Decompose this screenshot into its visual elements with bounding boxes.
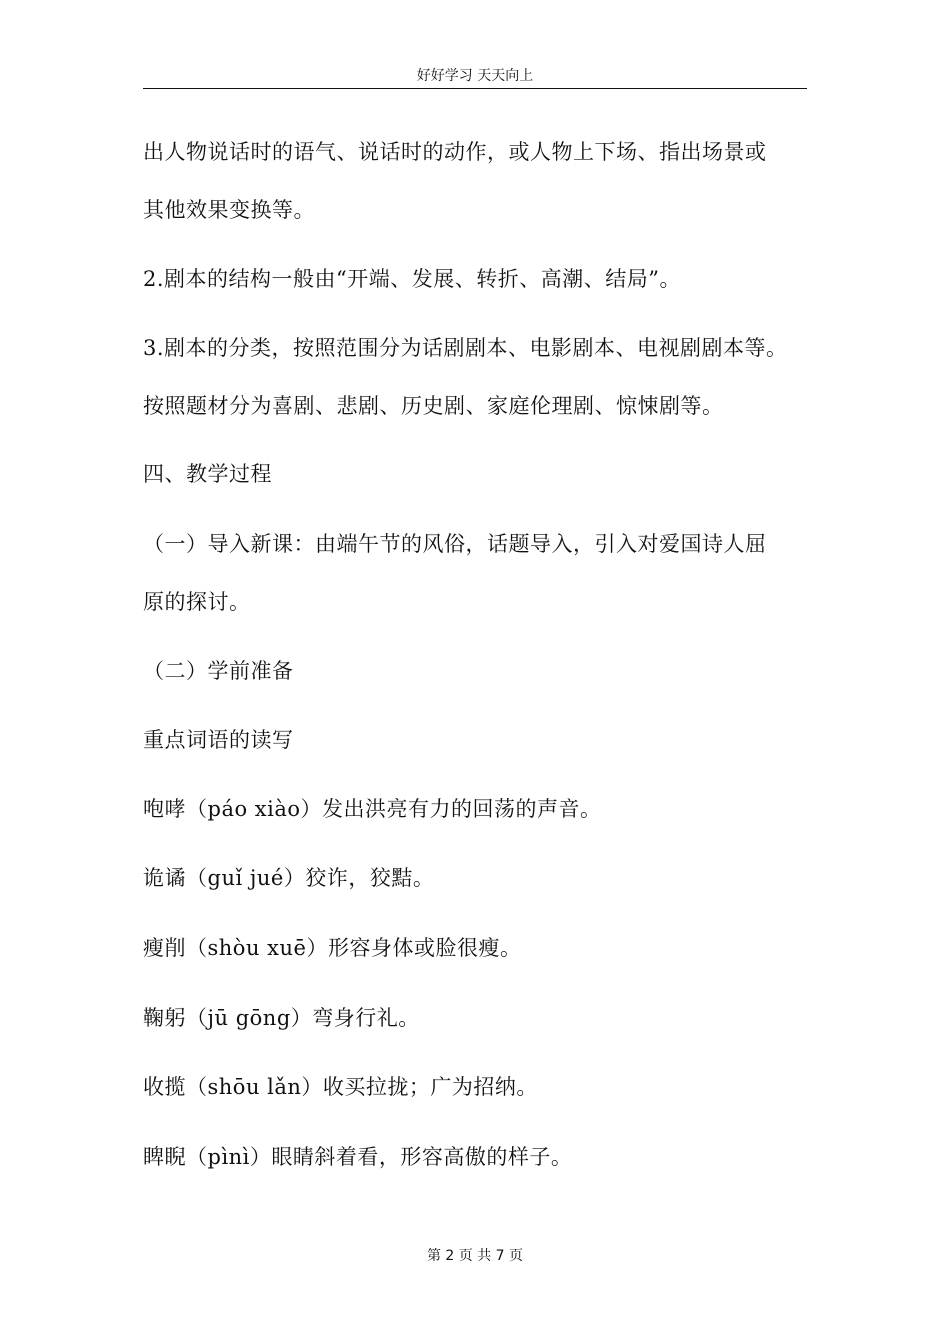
header-divider [143,88,807,89]
vocab-item: 收揽（shōu lǎn）收买拉拢；广为招纳。 [143,1075,538,1099]
vocab-item: 睥睨（pìnì）眼睛斜着看，形容高傲的样子。 [143,1145,573,1169]
text-line: 其他效果变换等。 [143,198,315,222]
vocab-item: 鞠躬（jū gōng）弯身行礼。 [143,1006,420,1030]
vocab-item: 瘦削（shòu xuē）形容身体或脸很瘦。 [143,936,522,960]
vocab-item: 咆哮（páo xiào）发出洪亮有力的回荡的声音。 [143,797,602,821]
text-line: 重点词语的读写 [143,728,294,752]
text-line: （一）导入新课：由端午节的风俗，话题导入，引入对爱国诗人屈 [143,532,767,556]
text-line: 按照题材分为喜剧、悲剧、历史剧、家庭伦理剧、惊悚剧等。 [143,394,724,418]
text-line: 出人物说话时的语气、说话时的动作，或人物上下场、指出场景或 [143,140,767,164]
page-number: 第 2 页 共 7 页 [426,1248,524,1264]
text-line: 2.剧本的结构一般由“开端、发展、转折、高潮、结局”。 [143,267,682,291]
section-heading: 四、教学过程 [143,462,272,486]
text-line: 3.剧本的分类，按照范围分为话剧剧本、电影剧本、电视剧剧本等。 [143,336,788,360]
vocab-item: 诡谲（guǐ jué）狡诈，狡黠。 [143,866,435,890]
page-header: 好好学习 天天向上 [416,68,534,84]
subsection-heading: （二）学前准备 [143,659,294,683]
text-line: 原的探讨。 [143,590,251,614]
